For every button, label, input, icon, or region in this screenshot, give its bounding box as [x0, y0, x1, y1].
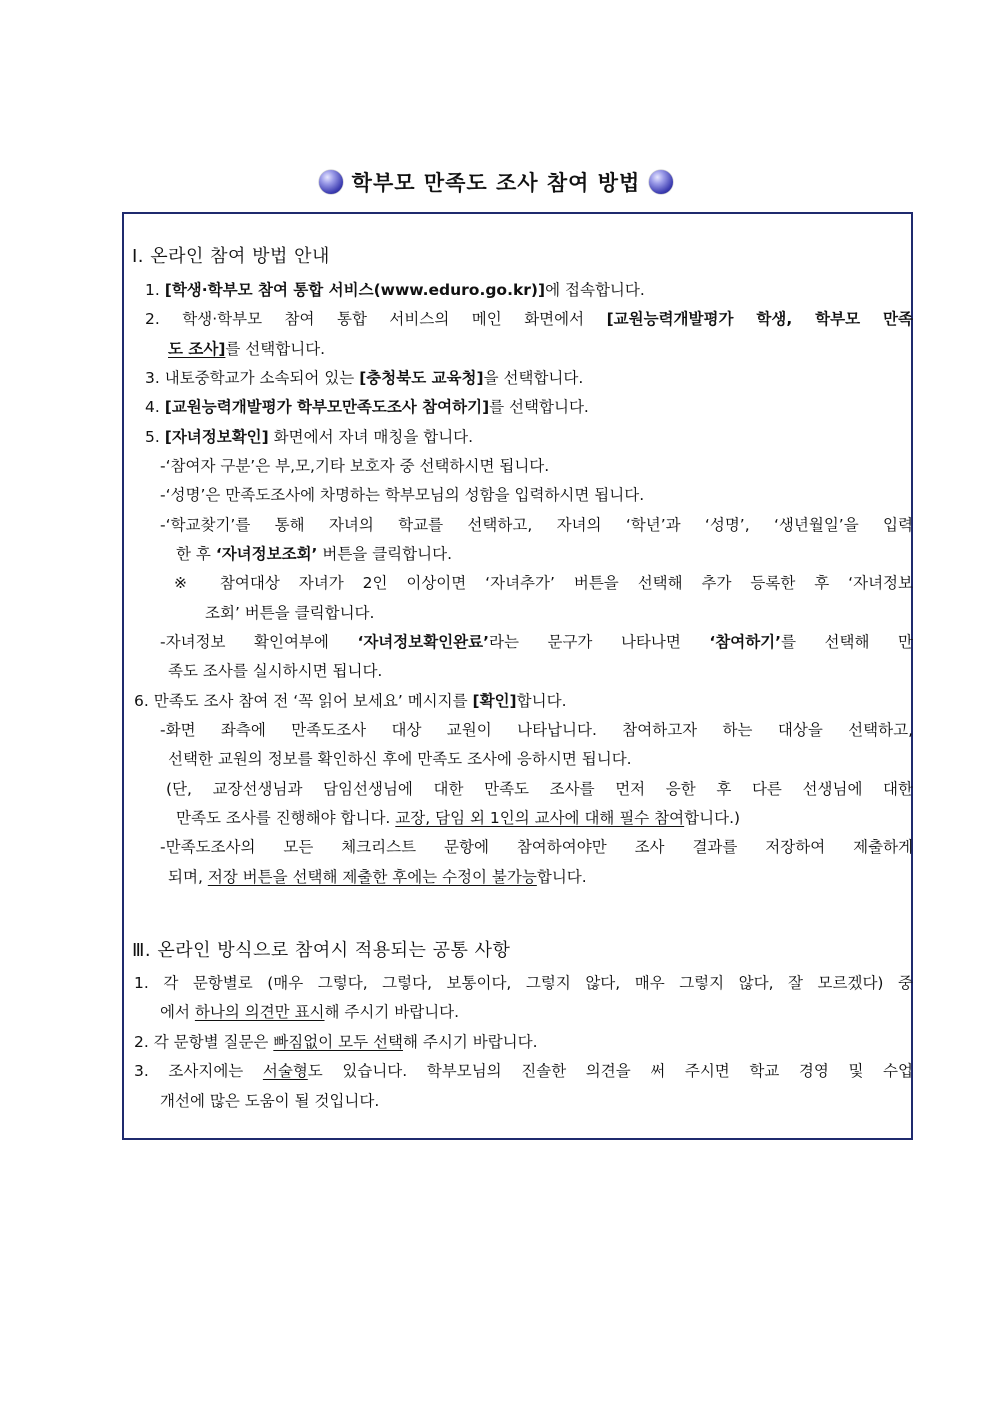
- item6-sub3-line2: [168, 866, 587, 888]
- item5: [145, 426, 473, 448]
- item-bold: [충청북도 교육청]: [359, 369, 484, 387]
- item-text: 만족도 조사 참여 전 ‘꼭 읽어 보세요’ 메시지를: [153, 692, 473, 710]
- item-number: 1.: [145, 281, 160, 299]
- item6: [134, 690, 567, 712]
- item-text: 에서: [160, 1003, 195, 1021]
- item-bold: [학생·학부모 참여 통합 서비스(www.eduro.go.kr)]: [164, 281, 546, 299]
- item-bold: 도 조사]: [168, 340, 226, 358]
- underlined-text: 교장, 담임 외 1인의 교사에 대해 필수 참여: [395, 809, 685, 827]
- item-text: 합니다.: [516, 692, 567, 710]
- item-bold: ‘자녀정보조회’: [215, 545, 318, 563]
- item-text: 각 문항별 질문은: [153, 1033, 274, 1051]
- item-bold: ‘자녀정보확인완료’: [357, 633, 489, 651]
- item6-sub1-line1: -화면 좌측에 만족도조사 대상 교원이 나타납니다. 참여하고자 하는 대상을 선택하고,: [160, 721, 913, 739]
- item1: [145, 279, 645, 301]
- s3-item3-line2: 개선에 많은 도움이 될 것입니다.: [160, 1092, 380, 1110]
- s3-item1-line2: [160, 1001, 459, 1023]
- item-number: 4.: [145, 398, 160, 416]
- item-bold: [자녀정보확인]: [164, 428, 269, 446]
- item6-sub2-line1: (단, 교장선생님과 담임선생님에 대한 만족도 조사를 먼저 응한 후 다른 선생님에 대한: [166, 780, 913, 798]
- item-number: 1.: [134, 974, 149, 992]
- item-bold: ‘참여하기’: [709, 633, 782, 651]
- item-text: 되며,: [168, 868, 208, 886]
- item5-note-line1: ※ 참여대상 자녀가 2인 이상이면 ‘자녀추가’ 버튼을 선택해 추가 등록한 후 ‘자녀정보: [174, 574, 913, 592]
- item5-sub3-line1: -‘학교찾기’를 통해 자녀의 학교를 선택하고, 자녀의 ‘학년’과 ‘성명’, ‘생년월일’을 입력: [160, 516, 913, 534]
- section1-heading: Ⅰ. 온라인 참여 방법 안내: [132, 246, 330, 267]
- item5-sub4-line2: 족도 조사를 실시하시면 됩니다.: [168, 662, 383, 680]
- item-text: 을 선택합니다.: [483, 369, 584, 387]
- item5-sub3-line2: [176, 543, 452, 565]
- s3-item3-line1: [134, 1060, 913, 1082]
- item-number: 6.: [134, 692, 149, 710]
- item-text: 각 문항별로 (매우 그렇다, 그렇다, 보통이다, 그렇지 않다, 매우 그렇지 않다, 잘 모르겠다) 중: [163, 974, 913, 992]
- item4: [145, 396, 589, 418]
- bullet-orb-icon: [319, 170, 343, 194]
- item-number: 5.: [145, 428, 160, 446]
- item5-note-line2: 조회’ 버튼을 클릭합니다.: [205, 604, 375, 622]
- underlined-text: 빠짐없이 모두 선택: [273, 1033, 403, 1051]
- item-text: 를 선택해 만: [781, 633, 913, 651]
- item-text: 조사지에는: [168, 1062, 263, 1080]
- item-text: 합니다.: [536, 868, 587, 886]
- item-bold: [교원능력개발평가 학생, 학부모 만족: [606, 310, 913, 328]
- item-text: 해 주시기 바랍니다.: [324, 1003, 460, 1021]
- item-text: 에 접속합니다.: [545, 281, 645, 299]
- item-text: 한 후: [176, 545, 216, 563]
- item3: [145, 367, 583, 389]
- item2-line1: [145, 308, 913, 330]
- underlined-text: 저장 버튼을 선택해 제출한 후에는 수정이 불가능: [207, 868, 537, 886]
- item-text: 합니다.): [684, 809, 741, 827]
- item-number: 2.: [134, 1033, 149, 1051]
- underlined-text: 하나의 의견만 표시: [194, 1003, 325, 1021]
- s3-item1-line1: [134, 972, 913, 994]
- title-text: 학부모 만족도 조사 참여 방법: [351, 170, 641, 195]
- item-text: 라는 문구가 나타나면: [489, 633, 710, 651]
- item-text: 를 선택합니다.: [225, 340, 326, 358]
- item5-sub4-line1: [160, 631, 913, 653]
- item6-sub2-line2: [176, 807, 740, 829]
- item2-line2: [168, 338, 325, 360]
- bullet-orb-icon: [649, 170, 673, 194]
- item-bold: [교원능력개발평가 학부모만족도조사 참여하기]: [164, 398, 490, 416]
- item-text: 학생·학부모 참여 통합 서비스의 메인 화면에서: [182, 310, 607, 328]
- page-title: [0, 162, 992, 202]
- item-text: 도 있습니다. 학부모님의 진솔한 의견을 써 주시면 학교 경영 및 수업: [307, 1062, 913, 1080]
- underlined-text: 서술형: [262, 1062, 308, 1080]
- item-text: 버튼을 클릭합니다.: [317, 545, 453, 563]
- s3-item2: [134, 1031, 538, 1053]
- item-text: 해 주시기 바랍니다.: [402, 1033, 538, 1051]
- item5-sub2: -‘성명’은 만족도조사에 차명하는 학부모님의 성함을 입력하시면 됩니다.: [160, 486, 645, 504]
- item-text: -자녀정보 확인여부에: [160, 633, 358, 651]
- item6-sub1-line2: 선택한 교원의 정보를 확인하신 후에 만족도 조사에 응하시면 됩니다.: [168, 750, 632, 768]
- item6-sub3-line1: -만족도조사의 모든 체크리스트 문항에 참여하여야만 조사 결과를 저장하여 제출하게: [160, 838, 913, 856]
- section3-heading: Ⅲ. 온라인 방식으로 참여시 적용되는 공통 사항: [132, 940, 511, 961]
- item5-sub1: -‘참여자 구분’은 부,모,기타 보호자 중 선택하시면 됩니다.: [160, 457, 550, 475]
- item-text: 화면에서 자녀 매칭을 합니다.: [268, 428, 474, 446]
- item-text: 를 선택합니다.: [489, 398, 589, 416]
- item-number: 3.: [145, 369, 160, 387]
- item-number: 2.: [145, 310, 160, 328]
- item-bold: [확인]: [472, 692, 517, 710]
- item-text: 내토중학교가 소속되어 있는: [164, 369, 360, 387]
- item-number: 3.: [134, 1062, 149, 1080]
- item-text: 만족도 조사를 진행해야 합니다.: [176, 809, 396, 827]
